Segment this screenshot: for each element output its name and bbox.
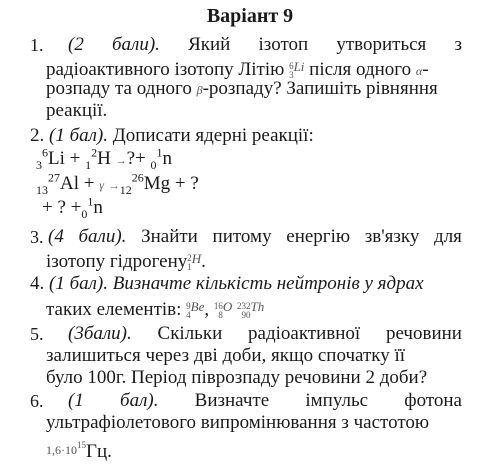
q1-line3-pre: розпаду та одного [46, 78, 192, 99]
r2-sup27: 27 [48, 170, 60, 185]
r1-d: n [162, 148, 172, 169]
q6-w4: фотона [404, 390, 462, 411]
q6-unit: Гц. [86, 441, 112, 462]
r2-arrow: → [108, 180, 120, 192]
q4-comma: , [204, 299, 210, 320]
q1-line2-pre: радіоактивного ізотопу Літію [46, 59, 285, 80]
q1-line4: реакції. [46, 100, 108, 121]
q6-w1: бал). [120, 390, 159, 411]
r2-sup26: 26 [131, 170, 144, 185]
q4-text: (1 бал). Визначте кількість нейтронів у ядрах [49, 273, 424, 294]
beta-symbol: β [196, 83, 203, 97]
q6-freq: 1,6·10 [46, 443, 77, 457]
r1-sub1: 1 [85, 157, 92, 172]
q5-number: 5. [30, 324, 44, 344]
q5-w2: радіоактивної [248, 323, 361, 344]
q1-line3 [46, 78, 462, 101]
r1-sub0: 0 [150, 157, 157, 172]
q2-text: Дописати ядерні реакції: [112, 125, 314, 146]
r1-sup6: 6 [42, 145, 48, 160]
r1-sup1: 1 [156, 145, 163, 160]
q2-reaction-3 [42, 194, 474, 221]
r2-sub12: 12 [119, 182, 132, 197]
r3-sup1: 1 [87, 194, 94, 209]
th-indices [237, 302, 251, 320]
q1-line1 [68, 34, 462, 56]
q1-w2: Який [188, 34, 231, 55]
q1-number: 1. [30, 35, 44, 55]
q2-points: (1 бал). [49, 125, 108, 146]
r2-b: Mg + ? [143, 173, 199, 194]
q2-reaction-1 [36, 145, 468, 172]
q4-line2-text: таких елементів: [46, 299, 182, 320]
q3-w2: Знайти [141, 226, 198, 247]
o-symbol: O [222, 299, 233, 314]
alpha-symbol: α [415, 64, 423, 78]
q1-w1: бали). [112, 34, 160, 55]
q2-reaction-2 [36, 170, 468, 197]
be-mass: 9 [186, 301, 191, 311]
gamma-symbol: γ [99, 178, 104, 192]
q2-header [30, 125, 462, 147]
r1-b: H [97, 148, 111, 169]
q3-w0: (4 [48, 226, 64, 247]
q3-w4: енергію [286, 226, 351, 247]
r1-sup2: 2 [91, 145, 98, 160]
th-symbol: Th [250, 299, 265, 314]
q6-w2: Визначте [194, 390, 270, 411]
th-charge: 90 [241, 310, 251, 320]
q5-line1 [68, 323, 462, 345]
q1-w5: з [454, 34, 462, 55]
q3-w3: питому [212, 226, 272, 247]
q1-w3: ізотоп [258, 34, 309, 55]
r3-b: n [93, 197, 103, 218]
q6-line2: ультрафіолетового випромінювання з частотою [46, 412, 430, 433]
h-charge: 1 [187, 262, 192, 272]
li-symbol: Li [293, 59, 305, 74]
q1-w0: (2 [68, 34, 84, 55]
r2-sub13: 13 [36, 182, 48, 197]
q5-line2: залишиться через дві доби, якщо спочатку її [46, 345, 406, 366]
q3-w5: зв'язку [364, 226, 420, 247]
q6-number: 6. [30, 391, 44, 411]
q1-line2-end: - [422, 59, 429, 80]
q4-line2 [46, 296, 478, 321]
q3-w1: бали). [78, 226, 127, 247]
r1-arrow: → [115, 155, 127, 167]
q6-w3: імпульс [305, 390, 369, 411]
q1-line2-post: після одного [309, 59, 412, 80]
be-charge: 4 [186, 310, 191, 320]
h-mass: 2 [187, 253, 192, 263]
o-indices [214, 302, 223, 320]
q3-w6: для [434, 226, 462, 247]
r3-a: + ? + [42, 197, 82, 218]
r1-sub3: 3 [36, 157, 42, 172]
q5-w0: (3бали). [68, 323, 132, 344]
r2-a: Al + [60, 173, 100, 194]
q5-w1: Скільки [157, 323, 223, 344]
q6-freq-exp: 15 [77, 440, 86, 450]
q5-line3: було 100г. Період піврозпаду речовини 2 доби? [46, 367, 428, 388]
r1-a: Li + [48, 148, 86, 169]
q3-line1 [48, 226, 462, 248]
o-charge: 8 [218, 310, 223, 320]
h-symbol: H [191, 251, 202, 266]
variant-title: Варіант 9 [206, 5, 294, 27]
q6-w0: (1 [68, 390, 84, 411]
th-mass: 232 [237, 301, 251, 311]
q1-line3-post: -розпаду? Запишіть рівняння [202, 78, 438, 99]
q4-number: 4. [30, 273, 45, 294]
q3-number: 3. [30, 227, 44, 247]
be-symbol: Be [190, 299, 205, 314]
q3-line2-pre: ізотопу гідрогену [46, 251, 188, 272]
q4-line1 [30, 273, 462, 295]
q3-line2-post: . [201, 251, 206, 272]
q5-w3: речовини [385, 323, 462, 344]
li-mass: 6 [289, 61, 294, 71]
q6-line3 [46, 434, 478, 463]
li-charge: 3 [289, 70, 294, 80]
q1-w4: утвориться [336, 34, 427, 55]
q3-line2 [46, 248, 478, 273]
o-mass: 16 [213, 301, 223, 311]
q2-number: 2. [30, 125, 45, 146]
q6-line1 [68, 390, 462, 412]
r1-c: ?+ [126, 148, 151, 169]
r3-sub0: 0 [81, 206, 88, 221]
